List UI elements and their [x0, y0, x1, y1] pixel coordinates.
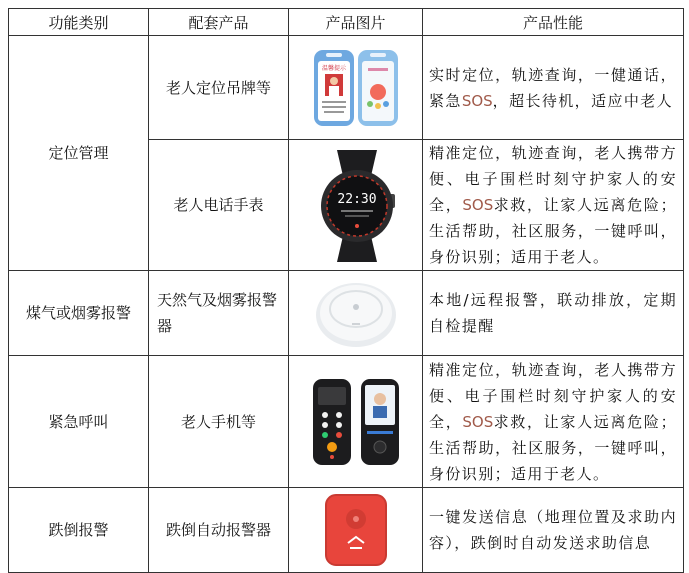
performance-text: 求救，让家人远离危险；生活帮助，社区服务，一键呼叫，身份识别；适用于老人。 — [429, 412, 677, 483]
smoke-detector-image — [306, 275, 406, 351]
table-row — [9, 488, 684, 573]
function-category-gas-smoke: 煤气或烟雾报警 — [9, 271, 149, 356]
product-image-cell — [289, 271, 423, 356]
product-performance: 一键发送信息（地理位置及求助内容），跌倒时自动发送求助信息 — [423, 488, 684, 573]
product-image-cell — [289, 488, 423, 573]
sos-text: SOS — [462, 196, 494, 214]
header-product: 配套产品 — [149, 9, 289, 36]
table-row — [9, 271, 684, 356]
sos-text: SOS — [461, 91, 493, 110]
product-performance — [423, 356, 684, 488]
product-image-cell — [289, 36, 423, 140]
product-name: 老人手机等 — [149, 356, 289, 488]
performance-text: 求救，让家人远离危险；生活帮助，社区服务，一键呼叫，身份识别；适用于老人。 — [429, 196, 677, 266]
senior-phone-image — [301, 367, 411, 477]
product-image-cell — [289, 140, 423, 271]
function-category-location: 定位管理 — [9, 36, 149, 271]
sos-text: SOS — [462, 412, 494, 431]
product-performance: 本地/远程报警，联动排放，定期自检提醒 — [423, 271, 684, 356]
smart-watch-image — [301, 146, 411, 264]
function-category-emergency-call: 紧急呼叫 — [9, 356, 149, 488]
product-name: 老人电话手表 — [149, 140, 289, 271]
performance-text: ，超长待机，适应中老人 — [492, 91, 674, 110]
header-product-performance: 产品性能 — [423, 9, 684, 36]
header-function-category: 功能类别 — [9, 9, 149, 36]
watch-time: 22:30 — [336, 192, 377, 207]
table-row — [9, 356, 684, 488]
product-name: 跌倒自动报警器 — [149, 488, 289, 573]
header-product-image: 产品图片 — [289, 9, 423, 36]
badge-label: 温馨提示 — [321, 64, 346, 72]
product-image-cell — [289, 356, 423, 488]
badge-tag-image — [306, 44, 406, 132]
performance-text: 精准定位，轨迹查询，老人携带方便、电子围栏时刻守护家人的安全， — [429, 144, 677, 214]
product-performance — [423, 140, 684, 271]
product-table — [8, 8, 684, 573]
performance-text: 实时定位，轨迹查询，一健通话，紧急 — [429, 65, 677, 110]
performance-text: 精准定位，轨迹查询，老人携带方便、电子围栏时刻守护家人的安全， — [429, 360, 677, 431]
product-name: 天然气及烟雾报警器 — [149, 271, 289, 356]
function-category-fall-alarm: 跌倒报警 — [9, 488, 149, 573]
product-name: 老人定位吊牌等 — [149, 36, 289, 140]
table-row — [9, 36, 684, 140]
fall-alarm-device-image — [306, 491, 406, 569]
product-performance — [423, 36, 684, 140]
header-row — [9, 9, 684, 36]
